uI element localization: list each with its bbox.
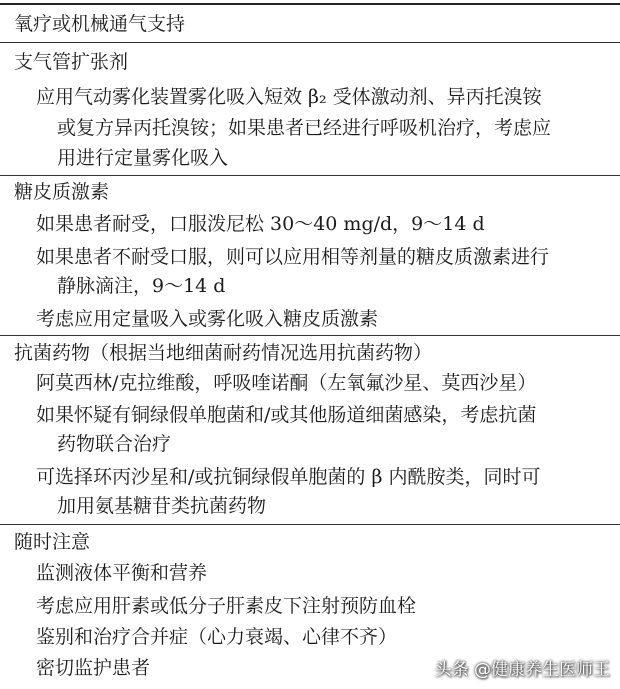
item-line: 密切监护患者 [36, 657, 151, 679]
section-divider [0, 335, 620, 336]
item-line: 考虑应用肝素或低分子肝素皮下注射预防血栓 [36, 595, 417, 617]
item-line: 加用氨基糖苷类抗菌药物 [57, 495, 267, 517]
table-top-rule [0, 3, 620, 5]
item-line: 监测液体平衡和营养 [36, 562, 208, 584]
item-line: 静脉滴注，9～14 d [57, 275, 226, 297]
item-line: 或复方异丙托溴铵；如果患者已经进行呼吸机治疗，考虑应 [57, 117, 552, 139]
item-line: 鉴别和治疗合并症（心力衰竭、心律不齐） [36, 626, 398, 648]
section-heading-bronchodilator: 支气管扩张剂 [14, 51, 129, 73]
item-line: 可选择环丙沙星和/或抗铜绿假单胞菌的 β 内酰胺类，同时可 [36, 466, 541, 488]
item-line: 阿莫西林/克拉维酸，呼吸喹诺酮（左氧氟沙星、莫西沙星） [36, 372, 537, 394]
item-line: 如果怀疑有铜绿假单胞菌和/或其他肠道细菌感染，考虑抗菌 [36, 404, 537, 426]
section-heading-attention: 随时注意 [14, 531, 91, 553]
item-line: 如果患者不耐受口服，则可以应用相等剂量的糖皮质激素进行 [36, 246, 550, 268]
section-heading-oxygen: 氧疗或机械通气支持 [14, 13, 186, 35]
item-line: 药物联合治疗 [57, 433, 172, 455]
item-line: 考虑应用定量吸入或雾化吸入糖皮质激素 [36, 308, 379, 330]
item-line: 应用气动雾化装置雾化吸入短效 β₂ 受体激动剂、异丙托溴铵 [36, 86, 542, 108]
item-line: 用进行定量雾化吸入 [57, 147, 229, 169]
watermark-text: 头条 @健康养生医师王 [434, 660, 610, 680]
item-line: 如果患者耐受，口服泼尼松 30～40 mg/d，9～14 d [36, 213, 485, 235]
section-heading-antibiotics: 抗菌药物（根据当地细菌耐药情况选用抗菌药物） [14, 342, 433, 364]
section-divider [0, 175, 620, 176]
section-divider [0, 42, 620, 43]
section-heading-glucocorticoid: 糖皮质激素 [14, 181, 110, 203]
section-divider [0, 524, 620, 525]
